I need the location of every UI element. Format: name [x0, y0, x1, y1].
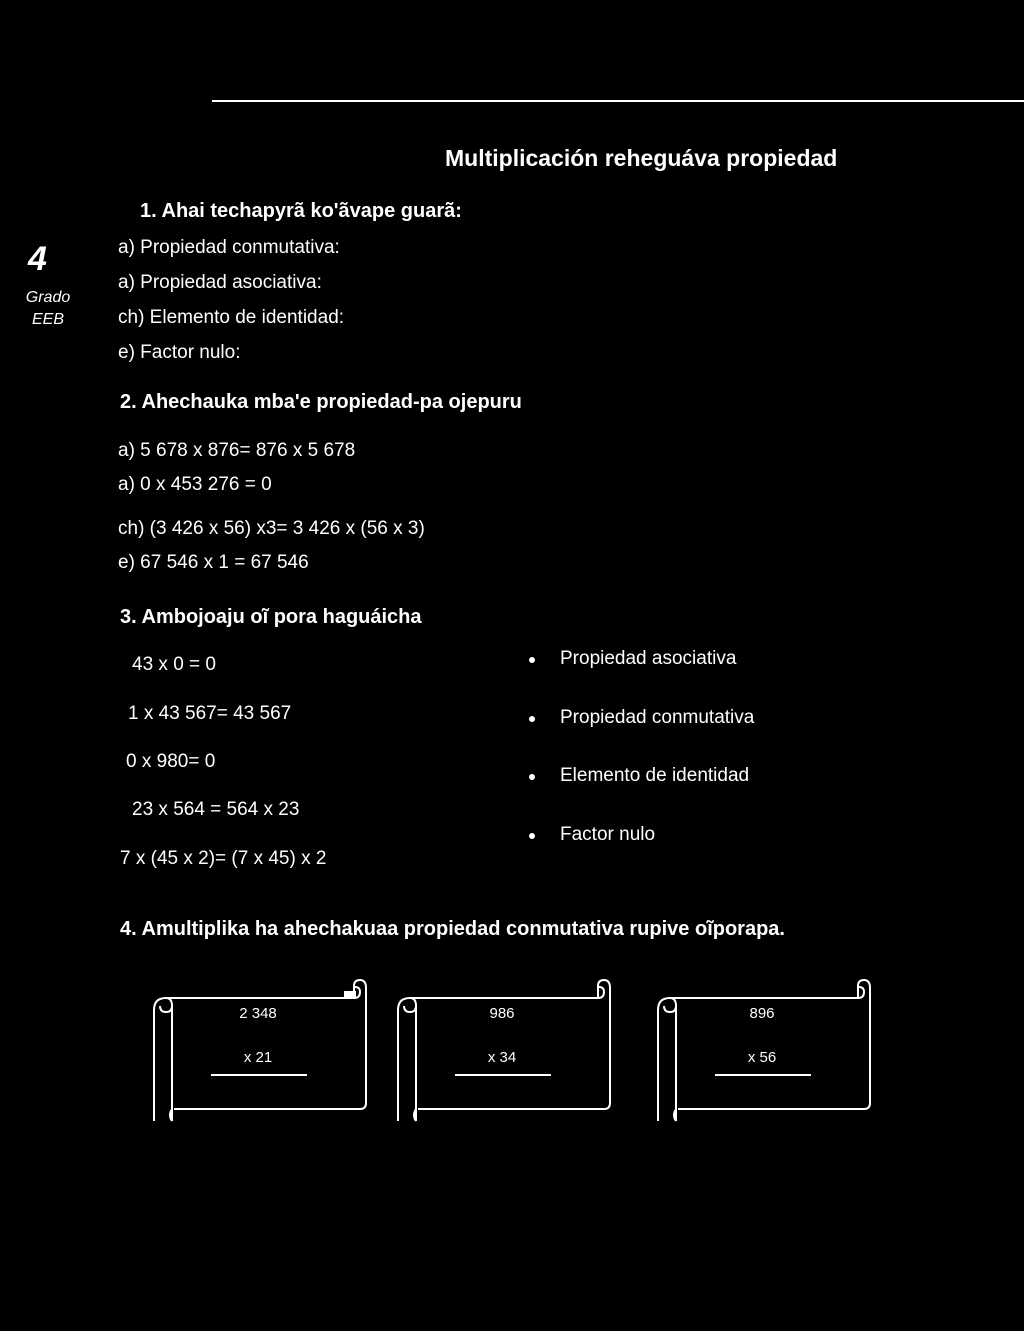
- q2-item: e) 67 546 x 1 = 67 546: [118, 552, 309, 573]
- page-title: Multiplicación reheguáva propiedad: [445, 145, 838, 171]
- multiplicand: 2 348: [239, 1005, 277, 1022]
- q3-left-item: 23 x 564 = 564 x 23: [132, 799, 300, 820]
- bullet-icon: [529, 774, 535, 780]
- q3-right-list: [525, 648, 754, 882]
- q3-left-item: 0 x 980= 0: [126, 751, 216, 772]
- grade-label-text: Grado: [25, 289, 71, 306]
- q2-heading: 2. Ahechauka mba'e propiedad-pa ojepuru: [120, 391, 522, 413]
- scroll-card-1: [148, 978, 374, 1128]
- q2-item: ch) (3 426 x 56) x3= 3 426 x (56 x 3): [118, 518, 425, 539]
- multiplicand: 896: [749, 1005, 775, 1022]
- q3-right-item: [525, 648, 754, 707]
- q1-heading: 1. Ahai techapyrã ko'ãvape guarã:: [140, 200, 462, 222]
- q3-left-item: 43 x 0 = 0: [132, 654, 216, 675]
- bullet-icon: [529, 716, 535, 722]
- scroll-card-3: [652, 978, 878, 1128]
- q2-item: a) 0 x 453 276 = 0: [118, 474, 272, 495]
- answer-line: [715, 1074, 811, 1076]
- multiplier: x 21: [243, 1049, 273, 1066]
- grade-number: 4: [28, 240, 47, 278]
- q2-item: a) 5 678 x 876= 876 x 5 678: [118, 440, 356, 461]
- q3-right-item-text: Propiedad asociativa: [560, 648, 737, 669]
- answer-line: [211, 1074, 307, 1076]
- q3-right-item-text: Elemento de identidad: [560, 765, 750, 786]
- grade-level-text: EEB: [31, 311, 64, 328]
- q1-item: ch) Elemento de identidad:: [118, 307, 345, 328]
- header-rule: [212, 100, 1024, 102]
- q1-item: a) Propiedad asociativa:: [118, 272, 322, 293]
- multiplier: x 56: [747, 1049, 777, 1066]
- q1-item: e) Factor nulo:: [118, 342, 241, 363]
- q3-right-item-text: Propiedad conmutativa: [560, 706, 755, 728]
- q4-heading: 4. Amultiplika ha ahechakuaa propiedad conmutativa rupive oĩporapa.: [120, 918, 785, 940]
- bullet-icon: [529, 657, 535, 663]
- multiplier: x 34: [487, 1049, 517, 1066]
- grade-label: [24, 287, 72, 331]
- bullet-icon: [529, 833, 535, 839]
- q3-right-item: [525, 824, 754, 883]
- q3-right-item-text: Factor nulo: [560, 823, 656, 845]
- q3-right-item: [525, 707, 754, 766]
- scroll-card-2: [392, 978, 618, 1128]
- q3-left-item: 1 x 43 567= 43 567: [128, 703, 292, 724]
- q3-right-item: [525, 765, 754, 824]
- multiplicand: 986: [489, 1005, 515, 1022]
- q1-item: a) Propiedad conmutativa:: [118, 237, 340, 258]
- answer-line: [455, 1074, 551, 1076]
- q3-heading: 3. Ambojoaju oĩ pora haguáicha: [120, 606, 422, 628]
- q3-left-item: 7 x (45 x 2)= (7 x 45) x 2: [120, 848, 327, 869]
